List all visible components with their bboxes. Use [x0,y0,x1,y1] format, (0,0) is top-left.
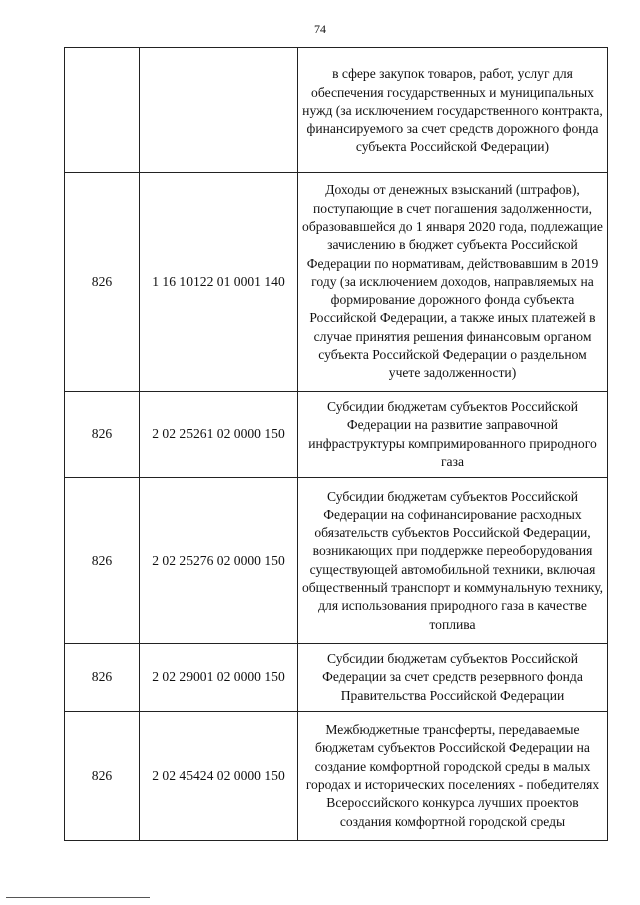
income-name-cell: Субсидии бюджетам субъектов Российской Федерации на софинансирование расходных обязательств субъектов Российской Федерации, возникающих при поддержке переоборудования существующей автомобильной техники, включая общественный транспорт и коммунальную технику, для использования природного газа в качестве топлива [298,478,608,644]
budget-code-cell: 1 16 10122 01 0001 140 [140,173,298,392]
income-name-cell: Субсидии бюджетам субъектов Российской Федерации на развитие заправочной инфраструктуры компримированного природного газа [298,392,608,478]
page-number: 74 [314,22,326,36]
budget-code-cell: 2 02 45424 02 0000 150 [140,712,298,841]
income-name-cell: в сфере закупок товаров, работ, услуг для обеспечения государственных и муниципальных нужд (за исключением государственного контракта, финансируемого за счет средств дорожного фонда субъекта Российской Федерации) [298,48,608,173]
income-name-cell: Межбюджетные трансферты, передаваемые бюджетам субъектов Российской Федерации на создание комфортной городской среды в малых городах и исторических поселениях - победителях Всероссийского конкурса лучших проектов создания комфортной городской среды [298,712,608,841]
table-row [65,173,608,392]
footnote-rule [6,897,150,898]
table-row [65,712,608,841]
budget-code-cell [140,48,298,173]
budget-classification-table [64,47,608,841]
admin-code-cell [65,48,140,173]
income-name-cell: Доходы от денежных взысканий (штрафов), поступающие в счет погашения задолженности, образовавшейся до 1 января 2020 года, подлежащие зачислению в бюджет субъекта Российской Федерации по нормативам, действовавшим в 2019 году (за исключением доходов, направляемых на формирование дорожного фонда субъекта Российской Федерации, а также иных платежей в случае принятия решения финансовым органом субъекта Российской Федерации о раздельном учете задолженности) [298,173,608,392]
admin-code-cell: 826 [65,173,140,392]
budget-code-cell: 2 02 25276 02 0000 150 [140,478,298,644]
budget-code-cell: 2 02 29001 02 0000 150 [140,644,298,712]
admin-code-cell: 826 [65,392,140,478]
budget-code-cell: 2 02 25261 02 0000 150 [140,392,298,478]
table-row [65,644,608,712]
admin-code-cell: 826 [65,478,140,644]
table-row [65,48,608,173]
table-row [65,478,608,644]
admin-code-cell: 826 [65,712,140,841]
income-name-cell: Субсидии бюджетам субъектов Российской Федерации за счет средств резервного фонда Правительства Российской Федерации [298,644,608,712]
admin-code-cell: 826 [65,644,140,712]
table-row [65,392,608,478]
